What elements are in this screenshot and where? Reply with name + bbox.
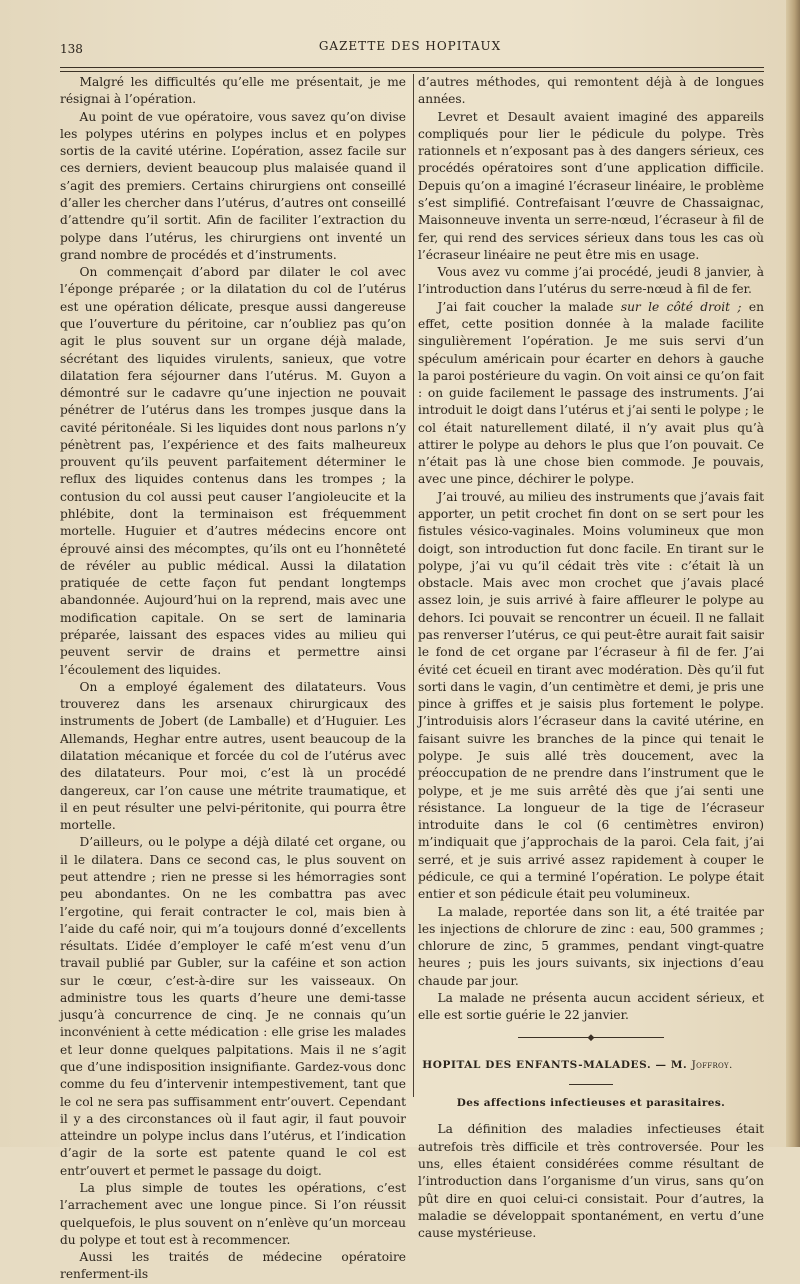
right-paragraph: La malade ne présenta aucun accident sérieux, et elle est sortie guérie le 22 janvier. — [418, 990, 764, 1023]
left-paragraph: On commençait d’abord par dilater le col avec l’éponge préparée ; or la dilatation du col de l’utérus est une opération délicate, presque aussi dangereuse que l’ouverture du péritoine, car n’oubliez pas qu’on agit le plus souvent sur un organe déjà malade, sécrétant des liquides virulents, sanieux, que votre dilatation fera séjourner dans l’utérus. M. Guyon a démontré sur le cadavre qu’une injection ne pouvait pénétrer de l’utérus dans les trompes jusque dans la cavité péritonéale. Si les liquides dont nous parlons n’y pénètrent pas, l’expérience et des faits malheureux prouvent qu’ils peuvent parfaitement déterminer le reflux des liquides contenus dans les trompes ; la contusion du col aussi peut causer l’angioleucite et la phlébite, dont la terminaison est fréquemment mortelle. Huguier et d’autres médecins encore ont éprouvé ainsi des mécomptes, qu’ils ont eu l’honnêteté de révéler au public médical. Aussi la dilatation pratiquée de cette façon fut pendant longtemps abandonnée. Aujourd’hui on la reprend, mais avec une modification capitale. On se sert de laminaria préparée, laissant des espaces vides au milieu qui peuvent servir de drains et permettre ainsi l’écoulement des liquides. — [60, 265, 406, 677]
left-paragraph: Aussi les traités de médecine opératoire renferment-ils — [60, 1250, 406, 1282]
page-spine-shadow — [786, 0, 800, 1147]
left-paragraph: Malgré les difficultés qu’elle me présentait, je me résignai à l’opération. — [60, 75, 406, 107]
journal-title: GAZETTE DES HOPITAUX — [318, 39, 502, 53]
ornament-line — [594, 1037, 664, 1038]
section-title: HOPITAL DES ENFANTS-MALADES. — M. — [422, 1059, 692, 1072]
right-column — [418, 74, 764, 1242]
right-paragraph: d’autres méthodes, qui remontent déjà à de longues années. — [418, 75, 764, 107]
ornament-line — [518, 1037, 588, 1038]
left-column — [60, 74, 406, 1284]
header-double-rule — [60, 67, 764, 72]
text-run: J’ai fait coucher la malade — [437, 299, 621, 314]
section-ornament-divider: ◆ — [506, 1033, 676, 1043]
left-paragraph: Au point de vue opératoire, vous savez qu’on divise les polypes utérins en polypes inclus et en polypes sortis de la cavité utérine. L’opération, assez facile sur ces derniers, devient beaucoup plus malaisée quand il s’agit des premiers. Certains chirurgiens ont conseillé d’aller les chercher dans l’utérus, d’autres ont conseillé d’attendre qu’il sortit. Afin de faciliter l’extraction du polype dans l’utérus, les chirurgiens ont inventé un grand nombre de procédés et d’instruments. — [60, 109, 406, 262]
right-paragraph: Vous avez vu comme j’ai procédé, jeudi 8 janvier, à l’introduction dans l’utérus du serre-nœud à fil de fer. — [418, 265, 764, 297]
right-paragraph: J’ai trouvé, au milieu des instruments que j’avais fait apporter, un petit crochet fin dont on se sert pour les fistules vésico-vaginales. Moins volumineux que mon doigt, son introduction fut donc facile. En tirant sur le polype, j’ai vu qu’il cédait très vite : c’était là un obstacle. Mais avec mon crochet que j’avais placé assez loin, je suis arrivé à faire affleurer le polype au dehors. Ici pouvait se rencontrer un écueil. Il ne fallait pas renverser l’utérus, ce qui peut-être aurait fait saisir le fond de cet organe par l’écraseur à fil de fer. J’ai évité cet écueil en tirant avec modération. Dès qu’il fut sorti dans le vagin, d’un centimètre et demi, je pris une pince à griffes et je saisis plus fortement le polype. J’introduisis alors l’écraseur dans la cavité utérine, en faisant suivre les branches de la pince qui tenait le polype. Je suis allé très doucement, avec la préoccupation de ne prendre dans l’instrument que le polype, et je me suis arrêté dès que j’ai senti une résistance. La longueur de la tige de l’écraseur introduite dans le col (6 centimètres environ) m’indiquait que j’approchais de la paroi. Cela fait, j’ai serré, et je suis arrivé assez rapidement à couper le pédicule, ce qui a terminé l’opération. Le polype était entier et son pédicule était peu volumineux. — [418, 489, 765, 902]
right-paragraph-with-italic — [418, 299, 764, 489]
italic-text-run: sur le côté droit ; — [620, 299, 742, 314]
right-paragraph: Levret et Desault avaient imaginé des appareils compliqués pour lier le pédicule du polype. Très rationnels et n’exposant pas à des dangers sérieux, ces procédés opératoires sont d’une application difficile. Depuis qu’on a imaginé l’écraseur linéaire, le problème s’est simplifié. Contrefaisant l’œuvre de Chassaignac, Maisonneuve inventa un serre-nœud, l’écraseur à fil de fer, qui rend des services sérieux dans tous les cas où l’écraseur linéaire ne peut être mis en usage. — [418, 109, 764, 262]
page-number: 138 — [60, 42, 83, 56]
left-paragraph: On a employé également des dilatateurs. Vous trouverez dans les arsenaux chirurgicaux des instruments de Jobert (de Lamballe) et d’Huguier. Les Allemands, Heghar entre autres, usent beaucoup de la dilatation mécanique et forcée du col de l’utérus avec des dilatateurs. Pour moi, c’est là un procédé dangereux, car l’on cause une métrite traumatique, et il en peut résulter une pelvi-péritonite, qui pourra être mortelle. — [60, 679, 406, 833]
left-paragraph: La plus simple de toutes les opérations, c’est l’arrachement avec une longue pince. Si l’on réussit quelquefois, le plus souvent on n’enlève qu’un morceau du polype et tout est à recommencer. — [60, 1181, 406, 1247]
text-run: en effet, cette position donnée à la malade facilite singulièrement l’opération. Je me suis servi d’un spéculum américain pour écarter en dehors à gauche la paroi postérieure du vagin. On voit ainsi ce qu’on fait : on guide facilement le passage des instruments. J’ai introduit le doigt dans l’utérus et j’ai senti le polype ; le col était naturellement dilaté, il n’y avait plus qu’à attirer le polype au dehors le plus que l’on pouvait. Ce n’était pas là une chose bien commode. Je pouvais, avec une pince, déchirer le polype. — [418, 299, 764, 487]
page-header — [60, 36, 760, 58]
section-heading — [418, 1057, 764, 1074]
column-divider — [413, 74, 414, 1097]
right-paragraph: La définition des maladies infectieuses était autrefois très difficile et très controversée. Pour les uns, elles étaient considérées comme résultant de l’introduction dans l’organisme d’un virus, sans qu’on pût dire en quoi celui-ci consistait. Pour d’autres, la maladie se développait spontanément, en vertu d’une cause mystérieuse. — [418, 1122, 764, 1241]
right-paragraph: La malade, reportée dans son lit, a été traitée par les injections de chlorure de zinc : eau, 500 grammes ; chlorure de zinc, 5 grammes, pendant vingt-quatre heures ; puis les jours suivants, six injections d’eau chaude par jour. — [418, 904, 764, 988]
section-author: Joffroy. — [691, 1059, 733, 1072]
short-rule — [569, 1084, 613, 1085]
left-paragraph: D’ailleurs, ou le polype a déjà dilaté cet organe, ou il le dilatera. Dans ce second cas, le plus souvent on peut attendre ; rien ne presse si les hémorragies sont peu abondantes. On ne les combattra pas avec l’ergotine, qui ferait contracter le col, mais bien à l’aide du café noir, qui m’a toujours donné d’excellents résultats. L’idée d’employer le café m’est venu d’un travail publié par Gubler, sur la caféine et son action sur le cœur, c’est-à-dire sur les vaisseaux. On administre tous les quarts d’heure une demi-tasse jusqu’à concurrence de cinq. Je ne connais qu’un inconvénient à cette médication : elle grise les malades et leur donne quelques palpitations. Mais il ne s’agit que d’une indisposition insignifiante. Gardez-vous donc comme du feu d’intervenir intempestivement, tant que le col ne sera pas suffisamment entr’ouvert. Cependant il y a des circonstances où il faut agir, il faut pouvoir atteindre un polype inclus dans l’utérus, et l’indication d’agir de la sorte est patente quand le col est entr’ouvert et permet le passage du doigt. — [60, 835, 406, 1178]
article-subheading: Des affections infectieuses et parasitaires. — [456, 1097, 726, 1110]
